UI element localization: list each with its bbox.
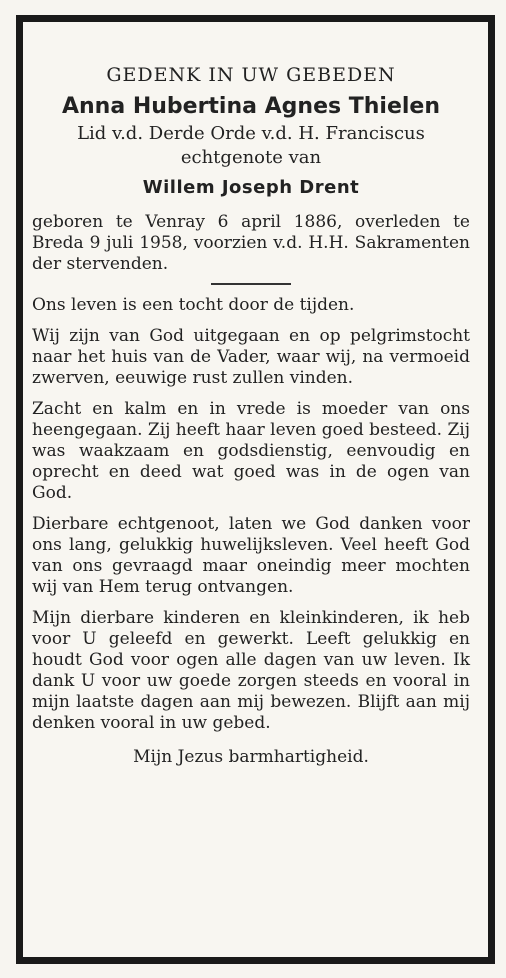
biography: geboren te Venray 6 april 1886, overleden te Breda 9 juli 1958, voorzien v.d. H.H. Sakramenten der stervenden.	[32, 212, 470, 274]
header: GEDENK IN UW GEBEDEN	[106, 64, 396, 86]
card-content	[32, 56, 470, 768]
order-membership: Lid v.d. Derde Orde v.d. H. Franciscus	[77, 123, 425, 144]
closing-prayer: Mijn Jezus barmhartigheid.	[133, 747, 369, 767]
paragraph-1: Ons leven is een tocht door de tijden.	[32, 295, 355, 315]
paragraph-4: Dierbare echtgenoot, laten we God danken voor ons lang, gelukkig huwelijksleven. Veel heeft God van ons gevraagd maar oneindig meer mochten wij van Hem terug ontvangen.	[32, 514, 470, 597]
spouse-intro: echtgenote van	[180, 147, 322, 168]
deceased-name: Anna Hubertina Agnes Thielen	[61, 94, 441, 119]
divider-line	[211, 283, 291, 285]
paragraph-3: Zacht en kalm en in vrede is moeder van ons heengegaan. Zij heeft haar leven goed besteed. Zij was waakzaam en godsdienstig, eenvoudig en oprecht en deed wat goed was in de ogen van God.	[32, 399, 470, 503]
paragraph-2: Wij zijn van God uitgegaan en op pelgrimstocht naar het huis van de Vader, waar wij, na vermoeid zwerven, eeuwige rust zullen vinden.	[32, 326, 470, 388]
paragraph-5: Mijn dierbare kinderen en kleinkinderen, ik heb voor U geleefd en gewerkt. Leeft gelukkig en houdt God voor ogen alle dagen van uw leven. Ik dank U voor uw goede zorgen steeds en vooral in mijn laatste dagen aan mij bewezen. Blijft aan mij denken vooral in uw gebed.	[32, 608, 470, 733]
spouse-name: Willem Joseph Drent	[142, 177, 360, 198]
